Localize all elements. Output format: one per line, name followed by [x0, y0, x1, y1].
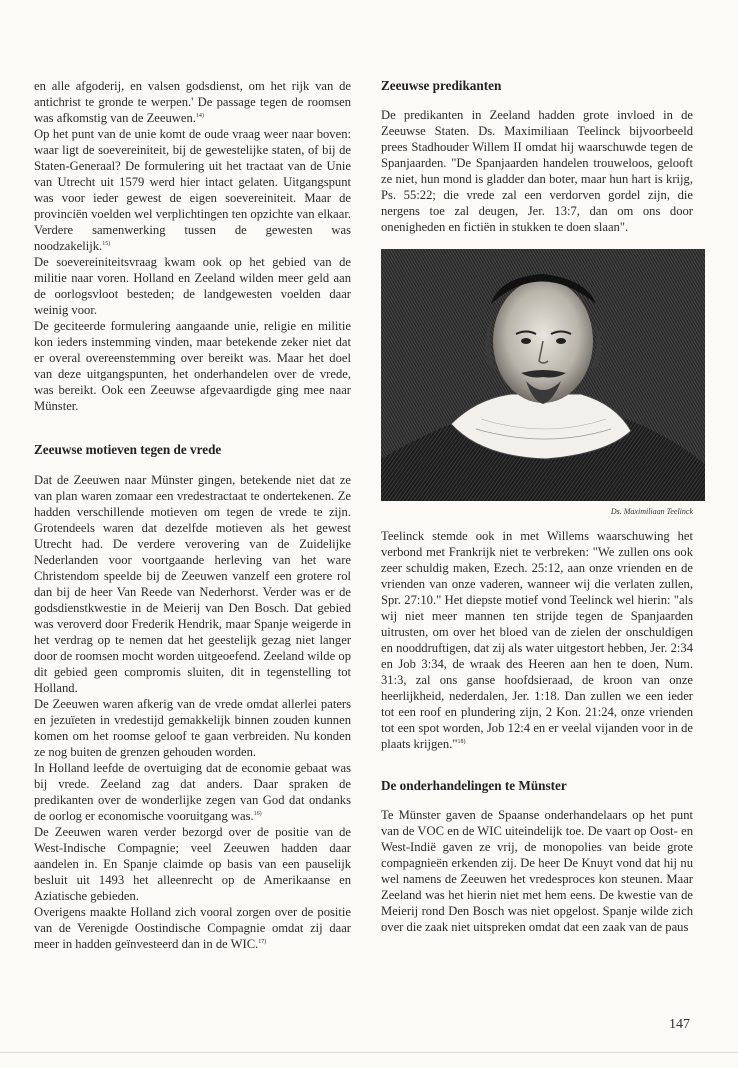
- paragraph: In Holland leefde de overtuiging dat de economie gebaat was bij vrede. Zeeland zag dat anders. Daar spraken de predikanten over de wonderlijke zegen van God dat ondanks de oorlog er economische vooruitgang was.$^{16)}$: [34, 761, 351, 823]
- paragraph: De Zeeuwen waren afkerig van de vrede omdat allerlei paters en jezuïeten in vredestijd gemakkelijk binnen zouden kunnen komen om het roomse geloof te gaan verbreiden. Nu konden ze nog buiten de grenzen gehouden worden.: [34, 697, 351, 759]
- page-number: 147: [669, 1017, 690, 1032]
- right-column: [381, 78, 693, 935]
- paragraph: Teelinck stemde ook in met Willems waarschuwing het verbond met Frankrijk niet te verbreken: "We zullen ons ook zeer schuldig maken, Ezech. 25:12, aan onze vrienden en de vrienden van onze vaderen, wanneer wij die verlaten zullen, Spr. 27:10." Het diepste motief vond Teelinck wel hierin: "als wij niet meer mannen ten strijde tegen de Spanjaarden uitrusten, om over het bloed van de zielen der onschuldigen en nooddruftigen, dat zij als water uitgestort hebben, Jer. 2:34 en Job 3:34, de wraak des Heeren aan hen te doen, Num. 31:3, zal ons ganse hoofdsieraad, de kroon van onze heerlijkheid, nederdalen, Jer. 1:18. Dan zullen we een ieder tot een roof en plundering zijn, 2 Kon. 21:24, onze vrienden tot een spot worden, Job 12:4 en er veelal vijanden voor in de plaats krijgen."$^{18)}$: [381, 529, 693, 751]
- paragraph: en alle afgoderij, en valsen godsdienst, om het rijk van de antichrist te gronde te werpen.' De passage tegen de roomsen was afkomstig van de Zeeuwen.$^{14)}$: [34, 79, 351, 125]
- paragraph: De geciteerde formulering aangaande unie, religie en militie kon ieders instemming vinden, maar betekende zeker niet dat er overal overeenstemming over bereikt was. Maar het doel van deze uitgangspunten, het onderhandelen over de vrede, was bereikt. Ook een Zeeuwse afgevaardigde ging mee naar Münster.: [34, 319, 351, 413]
- paragraph: De Zeeuwen waren verder bezorgd over de positie van de West-Indische Compagnie; veel Zeeuwen hadden daar aandelen in. En Spanje claimde op basis van een pauselijk besluit uit 1493 het alleenrecht op de Amerikaanse en Aziatische gebieden.: [34, 825, 351, 903]
- section-heading: Zeeuwse predikanten: [381, 78, 502, 93]
- portrait-engraving: [381, 249, 705, 501]
- image-caption: Ds. Maximiliaan Teelinck: [610, 507, 693, 516]
- paragraph: Overigens maakte Holland zich vooral zorgen over de positie van de Verenigde Oostindische Compagnie omdat zij daar meer in hadden geïnvesteerd dan in de WIC.$^{17)}$: [34, 905, 351, 951]
- paragraph: De soevereiniteitsvraag kwam ook op het gebied van de militie naar voren. Holland en Zeeland wilden meer geld aan de oorlogsvloot besteden; de landgewesten voelden daar weinig voor.: [34, 255, 351, 317]
- section-heading: De onderhandelingen te Münster: [381, 778, 567, 793]
- paragraph: Op het punt van de unie komt de oude vraag weer naar boven: waar ligt de soevereiniteit, bij de gewestelijke staten, of bij de Staten-Generaal? De formulering uit het tractaat van de Unie van Utrecht uit 1579 werd hier intact gelaten. Uitgangspunt was voor ieder gewest de eigen soevereiniteit. Maar de provinciën voelden wel verplichtingen ten opzichte van elkaar. Verdere samenwerking tussen de gewesten was noodzakelijk.$^{15)}$: [34, 127, 351, 253]
- paragraph: De predikanten in Zeeland hadden grote invloed in de Zeeuwse Staten. Ds. Maximiliaan Teelinck bijvoorbeeld prees Stadhouder Willem II omdat hij waarschuwde tegen de Spanjaarden. "De Spanjaarden handelen trouweloos, gelooft ze niet, hun mond is gladder dan boter, maar hun hart is krijg, Ps. 55:22; die vrede zal een verdorven gordel zijn, die nergens toe zal deugen, Jer. 13:7, dan om ons door onenigheden en fictiën in stukken te doen slaan".: [381, 108, 693, 234]
- paragraph: Te Münster gaven de Spaanse onderhandelaars op het punt van de VOC en de WIC uiteindelijk toe. De vaart op Oost- en West-Indië gaven ze vrij, de monopolies van beide grote compagnieën erkenden zij. De heer De Knuyt vond dat hij nu wel namens de Zeeuwen het vredesproces kon steunen. Maar Zeeland was het hierin niet met hem eens. De kwestie van de Meierij rond Den Bosch was niet opgelost. Spanje wilde zich over die zaak niet uitspreken omdat dat een zaak van de paus: [381, 808, 693, 934]
- section-heading: Zeeuwse motieven tegen de vrede: [34, 442, 222, 457]
- left-column: [34, 78, 351, 952]
- portrait-image: [381, 249, 705, 501]
- paragraph: Dat de Zeeuwen naar Münster gingen, betekende niet dat ze van plan waren zomaar een vredestractaat te ondertekenen. Ze hadden verschillende motieven om tegen de vrede te zijn. Grotendeels waren dat dezelfde motieven als het gewest Utrecht had. De verdere verovering van de Zuidelijke Nederlanden voor voortgaande herleving van het ware Christendom speelde bij de Zeeuwen vanzelf een grotere rol dan bij de heer Van Reede van Nederhorst. Verder was er de godsdienstkwestie in de Meierij van Den Bosch. Dat gebied was veroverd door Frederik Hendrik, maar Spanje weigerde in het verdrag op te nemen dat het geestelijk gezag niet langer door de roomsen mocht worden uitgeoefend. Zeeland wilde op dit gebied geen compromis sluiten, dit in tegenstelling tot Holland.: [34, 473, 351, 695]
- bottom-rule: [0, 1052, 738, 1053]
